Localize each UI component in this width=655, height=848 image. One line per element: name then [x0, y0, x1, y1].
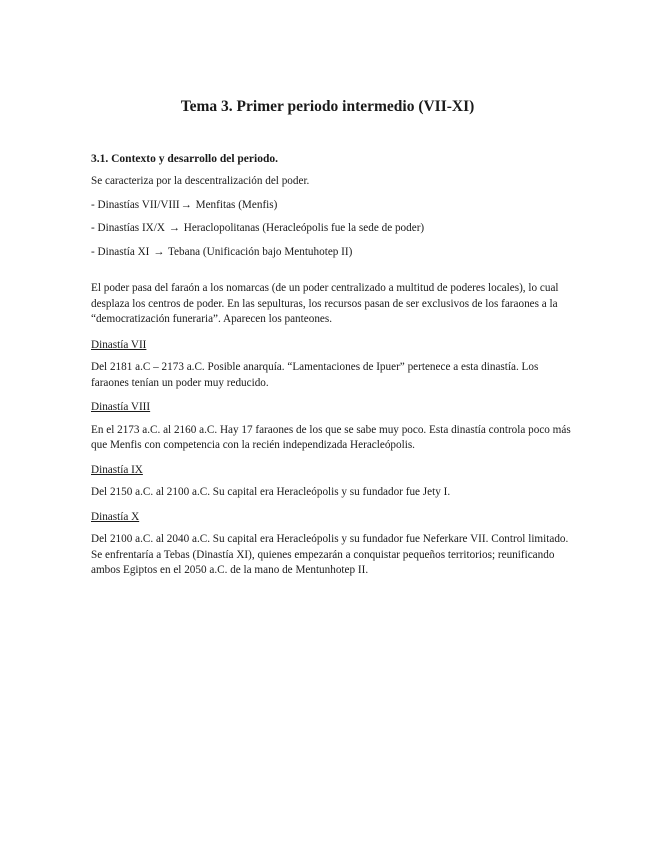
dynasty-heading: Dinastía VII — [91, 338, 147, 351]
dynasty-paragraph: En el 2173 a.C. al 2160 a.C. Hay 17 faraones de los que se sabe muy poco. Esta dinastía controla poco más que Menfis con competencia con la recién independizada Heracleópolis. — [91, 423, 571, 451]
dynasty-heading: Dinastía X — [91, 510, 140, 523]
dynasty-list-suffix: Tebana (Unificación bajo Mentuhotep II) — [165, 245, 353, 258]
dynasty-list-item — [91, 221, 571, 237]
dynasty-paragraph: Del 2150 a.C. al 2100 a.C. Su capital era Heracleópolis y su fundador fue Jety I. — [91, 486, 451, 498]
dynasty-list-item — [91, 198, 571, 214]
dynasty-paragraph: Del 2100 a.C. al 2040 a.C. Su capital era Heracleópolis y su fundador fue Neferkare VII. Control limitado. Se enfrentaría a Tebas (Dinastía XI), quienes empezarán a conquistar pequeños territorios; reunificando ambos Egiptos en el 2050 a.C. de la mano de Mentunhotep II. — [91, 533, 569, 576]
dynasty-list-prefix: - Dinastía XI — [91, 245, 153, 258]
right-arrow-icon: → — [168, 222, 180, 234]
right-arrow-icon: → — [153, 245, 165, 258]
dynasty-heading: Dinastía IX — [91, 463, 143, 476]
section-heading: 3.1. Contexto y desarrollo del periodo. — [91, 153, 278, 165]
power-paragraph: El poder pasa del faraón a los nomarcas (de un poder centralizado a multitud de poderes locales), lo cual desplaza los centros de poder. En las sepulturas, los recursos pasan de ser exclusivos de los faraones a la “democratización funeraria”. Aparecen los panteones. — [91, 282, 559, 325]
dynasty-heading: Dinastía VIII — [91, 401, 151, 413]
intro-paragraph: Se caracteriza por la descentralización del poder. — [91, 175, 310, 187]
dynasty-list-suffix: Menfitas (Menfis) — [192, 198, 278, 211]
document-title: Tema 3. Primer periodo intermedio (VII-XI) — [180, 98, 475, 115]
dynasty-list-prefix: - Dinastías VII/VIII — [91, 198, 180, 211]
dynasty-list-item — [91, 245, 571, 261]
document-body — [91, 153, 571, 579]
dynasty-paragraph: Del 2181 a.C – 2173 a.C. Posible anarquía. “Lamentaciones de Ipuer” pertenece a esta dinastía. Los faraones tenían un poder muy reducido. — [91, 361, 539, 389]
right-arrow-icon: → — [180, 198, 192, 211]
dynasty-list-suffix: Heraclopolitanas (Heracleópolis fue la sede de poder) — [180, 222, 425, 234]
dynasty-list-prefix: - Dinastías IX/X — [91, 222, 168, 234]
